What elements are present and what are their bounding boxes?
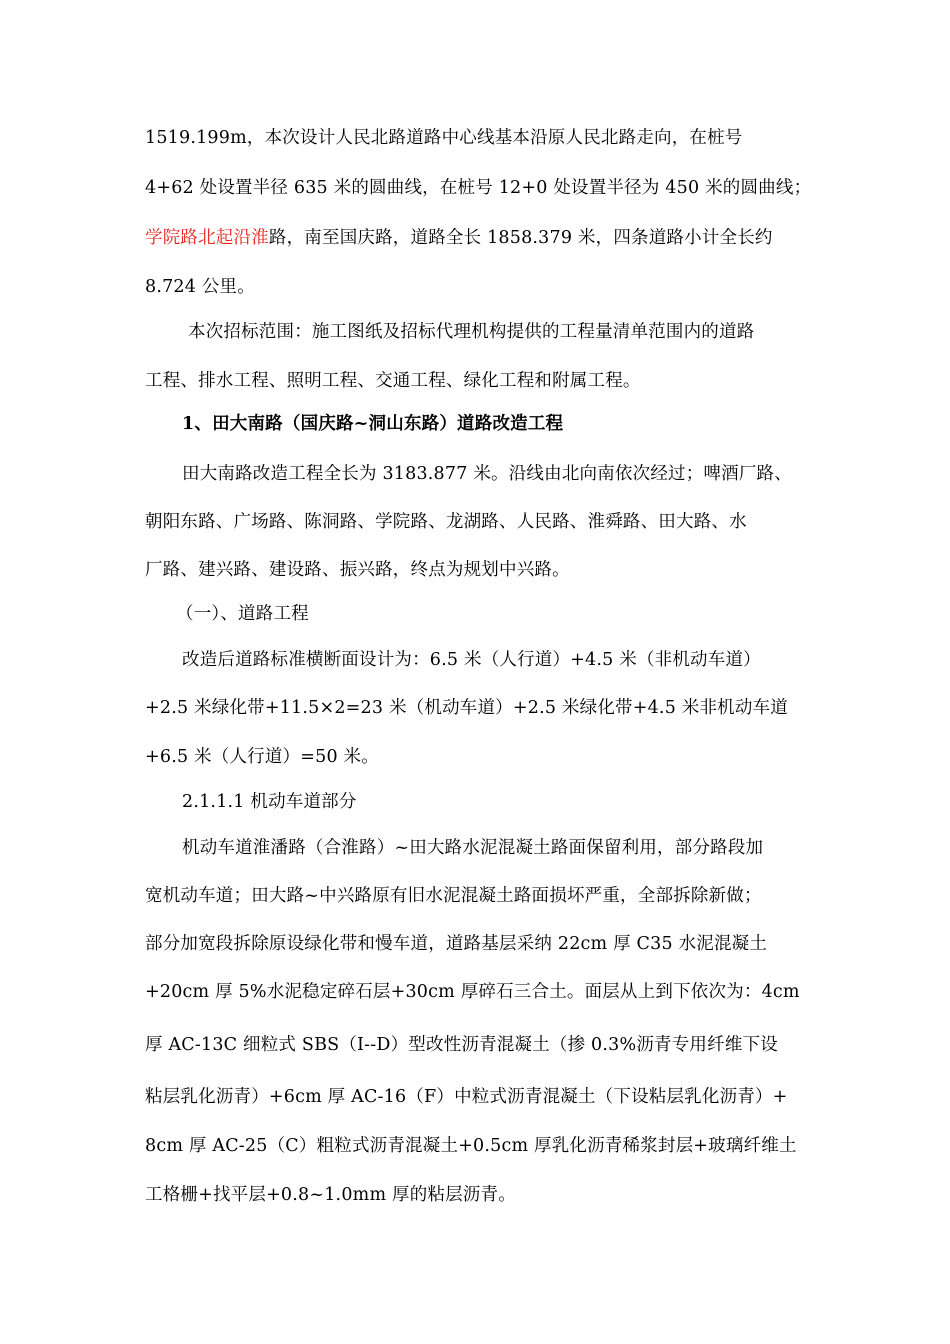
highlighted-text: 学院路北起沿淮 [145, 228, 269, 248]
section-heading: 1、田大南路（国庆路~洞山东路）道路改造工程 [182, 414, 564, 434]
paragraph-line: 8cm 厚 AC-25（C）粗粒式沥青混凝土+0.5cm 厚乳化沥青稀浆封层+玻璃纤维土 [145, 1136, 797, 1156]
paragraph-line: +2.5 米绿化带+11.5×2=23 米（机动车道）+2.5 米绿化带+4.5 米非机动车道 [145, 698, 788, 718]
paragraph-line: 工格栅+找平层+0.8~1.0mm 厚的粘层沥青。 [145, 1185, 516, 1205]
subsection-heading: 2.1.1.1 机动车道部分 [182, 792, 357, 812]
paragraph-line: 厚 AC-13C 细粒式 SBS（I--D）型改性沥青混凝土（掺 0.3%沥青专用纤维下设 [145, 1035, 778, 1055]
paragraph-line: 部分加宽段拆除原设绿化带和慢车道，道路基层采纳 22cm 厚 C35 水泥混凝土 [145, 934, 768, 954]
paragraph-line: 8.724 公里。 [145, 277, 255, 297]
paragraph-line: 4+62 处设置半径 635 米的圆曲线，在桩号 12+0 处设置半径为 450 米的圆曲线； [145, 178, 812, 198]
paragraph-line: 改造后道路标准横断面设计为：6.5 米（人行道）+4.5 米（非机动车道） [182, 650, 761, 670]
paragraph-line: 机动车道淮潘路（合淮路）~田大路水泥混凝土路面保留利用，部分路段加 [182, 838, 764, 858]
subsection-heading: （一）、道路工程 [176, 604, 309, 624]
paragraph-line: 粘层乳化沥青）+6cm 厚 AC-16（F）中粒式沥青混凝土（下设粘层乳化沥青）+ [145, 1087, 788, 1107]
paragraph-text: 路，南至国庆路，道路全长 1858.379 米，四条道路小计全长约 [268, 228, 773, 248]
paragraph-line: 厂路、建兴路、建设路、振兴路，终点为规划中兴路。 [145, 560, 570, 580]
paragraph-line: 1519.199m，本次设计人民北路道路中心线基本沿原人民北路走向，在桩号 [145, 128, 743, 148]
paragraph-line: 田大南路改造工程全长为 3183.877 米。沿线由北向南依次经过；啤酒厂路、 [182, 464, 792, 484]
paragraph-line: 本次招标范围：施工图纸及招标代理机构提供的工程量清单范围内的道路 [188, 322, 755, 342]
paragraph-line: 朝阳东路、广场路、陈洞路、学院路、龙湖路、人民路、淮舜路、田大路、水 [145, 512, 747, 532]
paragraph-line: 工程、排水工程、照明工程、交通工程、绿化工程和附属工程。 [145, 371, 641, 391]
paragraph-line: +20cm 厚 5%水泥稳定碎石层+30cm 厚碎石三合土。面层从上到下依次为：4cm [145, 982, 800, 1002]
paragraph-line: 宽机动车道；田大路~中兴路原有旧水泥混凝土路面损坏严重，全部拆除新做； [145, 886, 762, 906]
paragraph-line [145, 226, 773, 250]
paragraph-line: +6.5 米（人行道）=50 米。 [145, 747, 379, 767]
